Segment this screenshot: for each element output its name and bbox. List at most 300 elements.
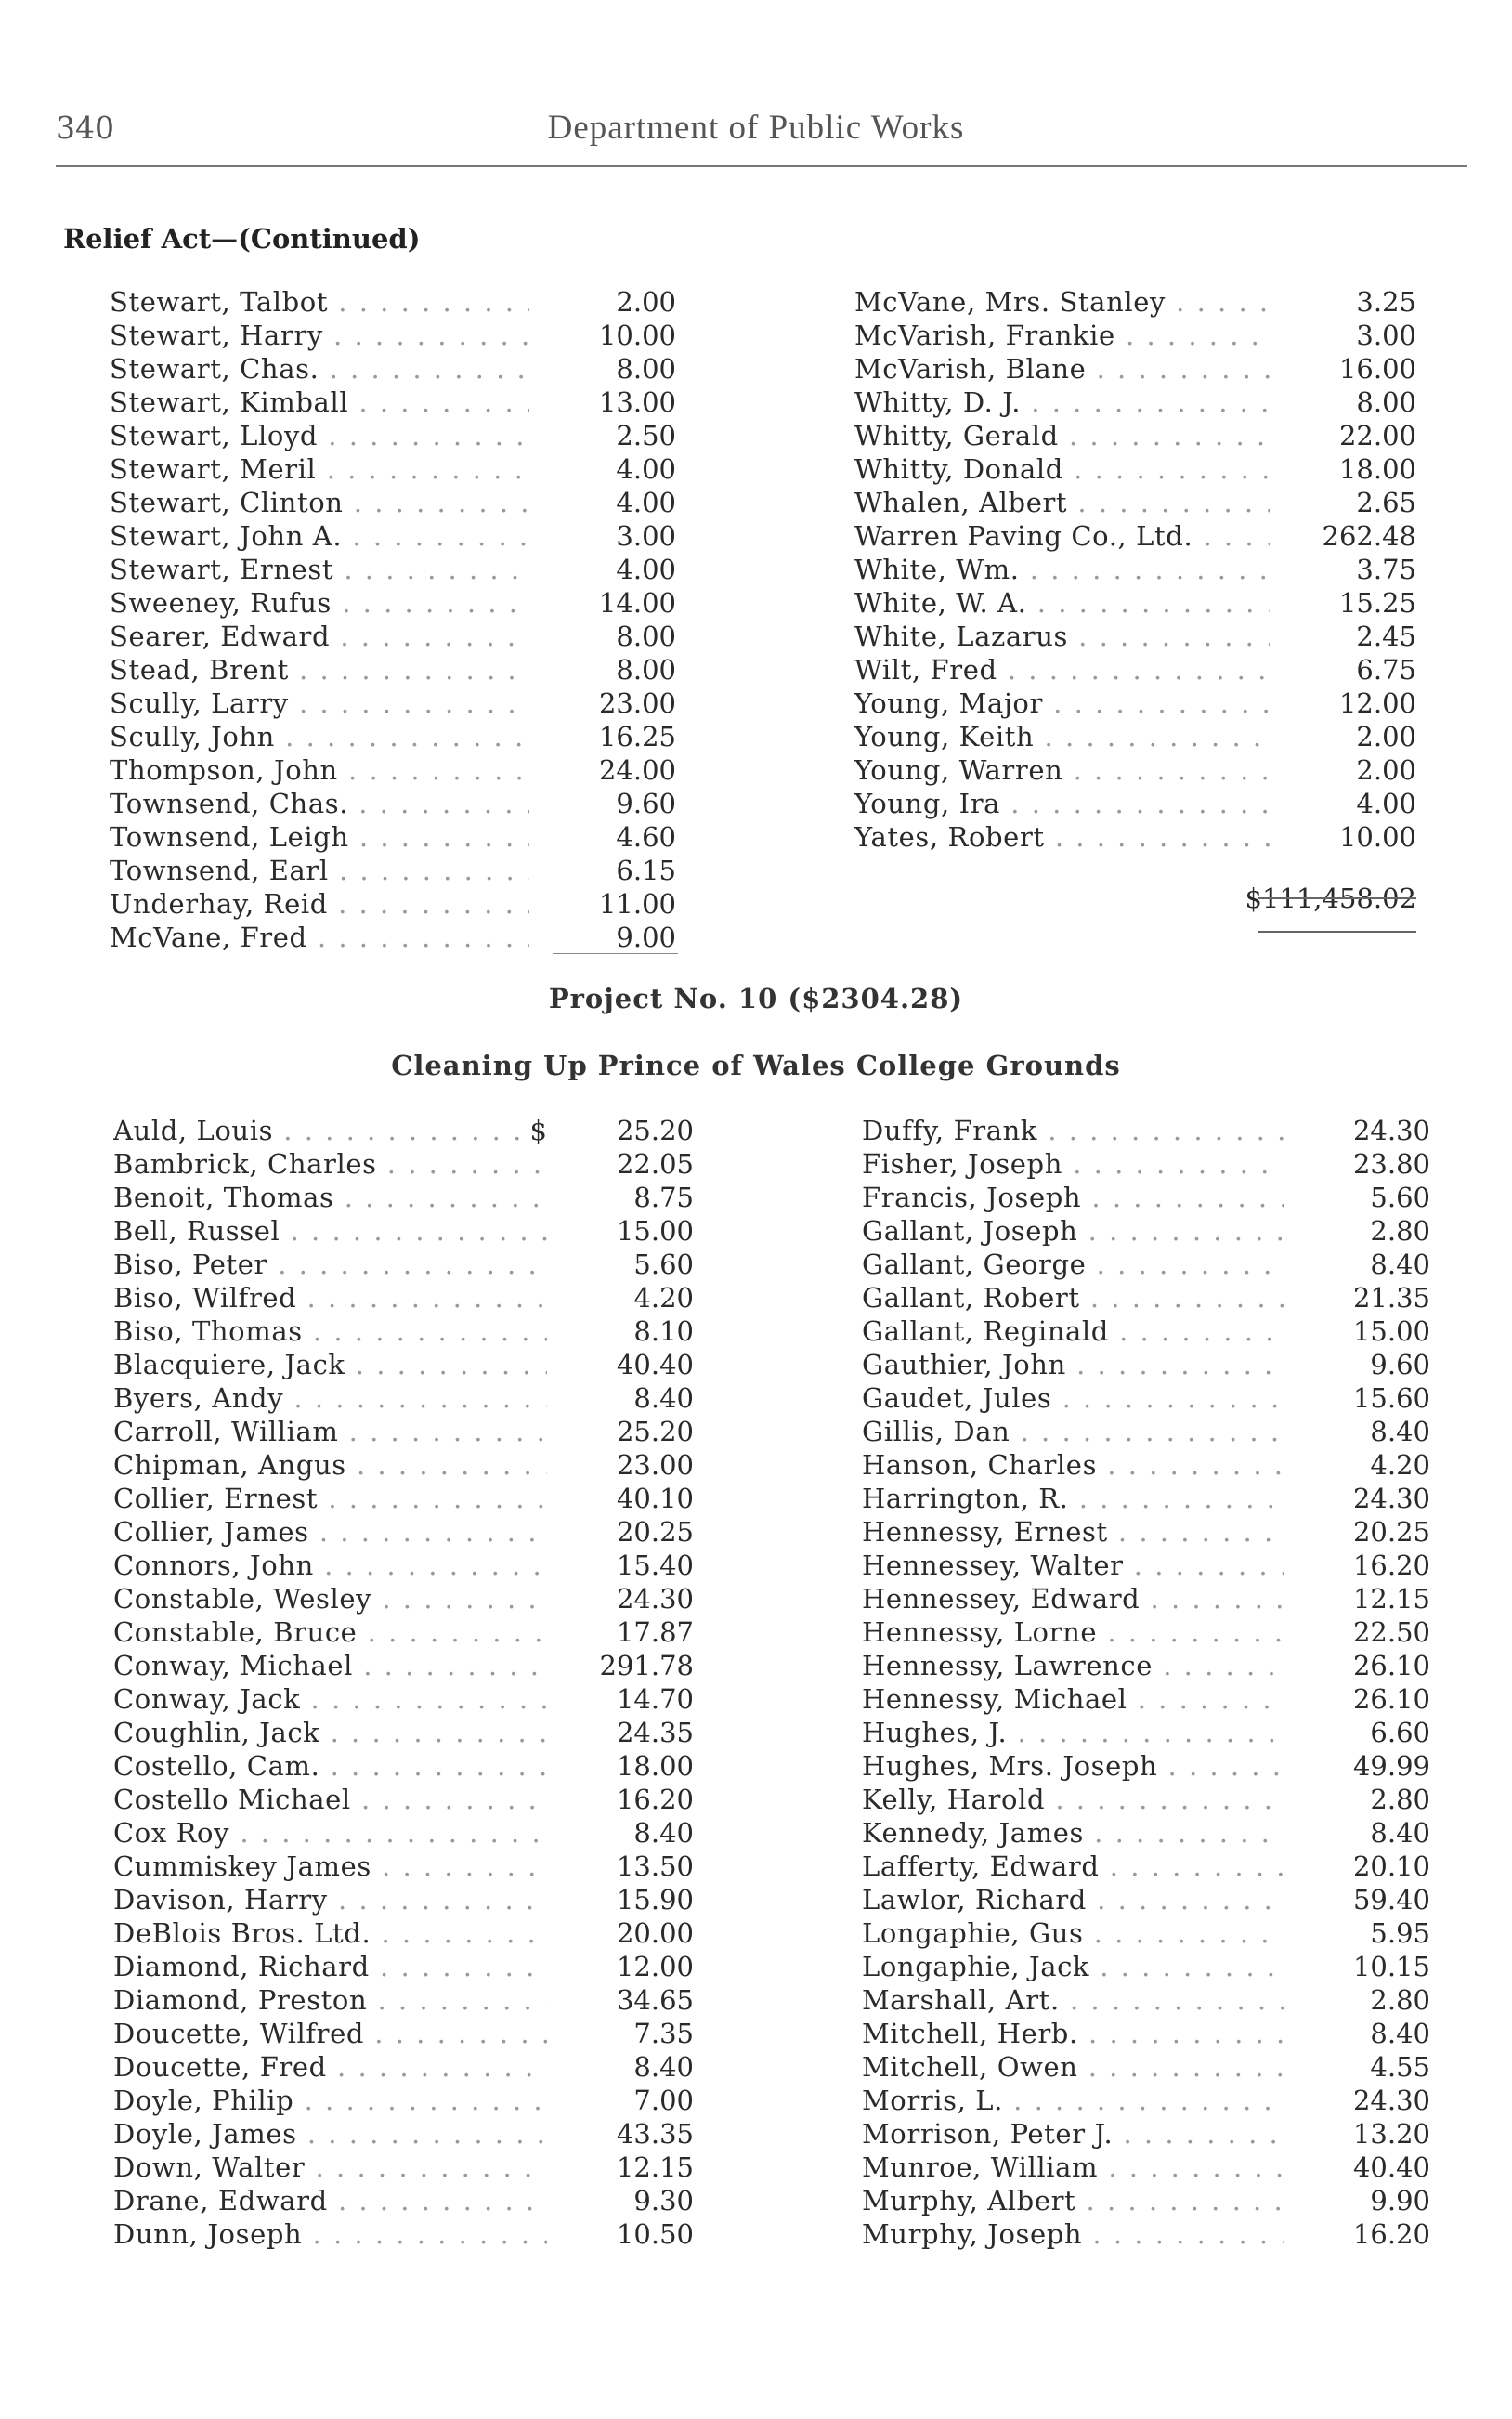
payment-amount: 16.00 — [1338, 353, 1416, 385]
payee-name: Chipman, Angus . . . — [113, 1449, 547, 1481]
payee-name: Young, Warren . . . — [854, 754, 1270, 786]
list-item — [113, 1249, 694, 1282]
payment-amount: 4.00 — [616, 453, 676, 485]
payment-amount: 7.35 — [633, 2018, 694, 2049]
payee-name: Kennedy, James . . . — [862, 1817, 1284, 1849]
payee-name: McVane, Fred . . . — [110, 922, 529, 953]
list-item — [110, 353, 676, 386]
payment-amount: 20.10 — [1352, 1850, 1430, 1882]
total-row — [854, 883, 1416, 916]
list-item — [110, 821, 676, 855]
list-item — [110, 788, 676, 821]
project-right-column — [862, 1115, 1430, 2252]
payment-amount: 10.00 — [1338, 821, 1416, 853]
list-item — [113, 1984, 694, 2018]
payee-name: Benoit, Thomas . . . — [113, 1182, 547, 1213]
payee-name: Whitty, Donald . . . — [854, 453, 1270, 485]
payee-name: Collier, James . . . — [113, 1516, 547, 1548]
list-item — [862, 2018, 1430, 2051]
payee-name: Stewart, Chas. . . . — [110, 353, 529, 385]
payee-name: Hennessy, Michael . . . — [862, 1683, 1284, 1715]
list-item — [113, 1148, 694, 1182]
payee-name: Cummiskey James . . . — [113, 1850, 547, 1882]
list-item — [113, 1282, 694, 1315]
payment-amount: 23.00 — [616, 1449, 694, 1481]
payment-amount: 3.25 — [1356, 286, 1416, 318]
payment-amount: 24.35 — [616, 1717, 694, 1748]
payment-amount: 17.87 — [616, 1616, 694, 1648]
payment-amount: 9.90 — [1370, 2185, 1430, 2216]
list-item — [854, 487, 1416, 520]
left-column-end-rule — [553, 953, 678, 954]
payment-amount: 8.00 — [616, 621, 676, 652]
list-item — [854, 386, 1416, 420]
list-item — [113, 2118, 694, 2151]
list-item — [862, 1850, 1430, 1884]
payment-amount: 10.00 — [598, 320, 676, 351]
payment-amount: 40.40 — [616, 1349, 694, 1380]
list-item — [113, 1516, 694, 1549]
payment-amount: 15.40 — [616, 1549, 694, 1581]
payment-amount: 6.60 — [1370, 1717, 1430, 1748]
list-item — [862, 1483, 1430, 1516]
payee-name: McVarish, Frankie . . . — [854, 320, 1270, 351]
payee-name: Townsend, Chas. . . . — [110, 788, 529, 819]
list-item — [110, 654, 676, 687]
list-item — [854, 621, 1416, 654]
list-item — [862, 1951, 1430, 1984]
payment-amount: 3.00 — [1356, 320, 1416, 351]
list-item — [862, 1817, 1430, 1850]
payee-name: Townsend, Leigh . . . — [110, 821, 529, 853]
payee-name: Hennessy, Ernest . . . — [862, 1516, 1284, 1548]
payee-name: Down, Walter . . . — [113, 2151, 547, 2183]
payment-amount: 13.20 — [1352, 2118, 1430, 2150]
list-item — [862, 1884, 1430, 1917]
payment-amount: 18.00 — [616, 1750, 694, 1782]
list-item — [110, 587, 676, 621]
payment-amount: 8.10 — [633, 1315, 694, 1347]
payment-amount: 11.00 — [598, 888, 676, 920]
list-item — [113, 1683, 694, 1717]
list-item — [113, 2185, 694, 2218]
payment-amount: 24.30 — [1352, 1115, 1430, 1146]
payee-name: Lawlor, Richard . . . — [862, 1884, 1284, 1916]
list-item — [854, 420, 1416, 453]
payment-amount: 10.50 — [616, 2218, 694, 2250]
payment-amount: 23.80 — [1352, 1148, 1430, 1180]
list-item — [854, 286, 1416, 320]
payment-amount: 12.15 — [616, 2151, 694, 2183]
payee-name: Scully, Larry . . . — [110, 687, 529, 719]
relief-right-column — [854, 286, 1416, 916]
payment-amount: 3.75 — [1356, 554, 1416, 585]
payee-name: Costello Michael . . . — [113, 1784, 547, 1815]
payee-name: Morrison, Peter J. . . . — [862, 2118, 1284, 2150]
list-item — [862, 1182, 1430, 1215]
payee-name: Stewart, Meril . . . — [110, 453, 529, 485]
payment-amount: 4.00 — [1356, 788, 1416, 819]
list-item — [113, 1583, 694, 1616]
payment-amount: 2.00 — [616, 286, 676, 318]
payment-amount: 10.15 — [1352, 1951, 1430, 1982]
payee-name: Whalen, Albert . . . — [854, 487, 1270, 518]
list-item — [862, 2185, 1430, 2218]
list-item — [854, 721, 1416, 754]
payment-amount: 59.40 — [1352, 1884, 1430, 1916]
list-item — [854, 754, 1416, 788]
payee-name: DeBlois Bros. Ltd. . . . — [113, 1917, 547, 1949]
list-item — [110, 286, 676, 320]
payee-name: Hughes, J. . . . — [862, 1717, 1284, 1748]
currency-symbol: $ — [529, 1115, 547, 1146]
payment-amount: 15.00 — [1352, 1315, 1430, 1347]
payment-amount: 12.15 — [1352, 1583, 1430, 1615]
list-item — [854, 687, 1416, 721]
payment-amount: 4.55 — [1370, 2051, 1430, 2083]
payee-name: Murphy, Joseph . . . — [862, 2218, 1284, 2250]
list-item — [862, 1549, 1430, 1583]
payee-name: Diamond, Preston . . . — [113, 1984, 547, 2016]
payee-name: Gauthier, John . . . — [862, 1349, 1284, 1380]
payment-amount: 14.70 — [616, 1683, 694, 1715]
list-item — [113, 1917, 694, 1951]
payee-name: Carroll, William . . . — [113, 1416, 547, 1447]
list-item — [862, 1315, 1430, 1349]
list-item — [113, 1784, 694, 1817]
list-item — [110, 320, 676, 353]
project-title: Project No. 10 ($2304.28) — [548, 983, 964, 1014]
list-item — [862, 2085, 1430, 2118]
payment-amount: 2.80 — [1370, 1215, 1430, 1247]
payee-name: Stewart, Lloyd . . . — [110, 420, 529, 451]
payment-amount: 12.00 — [616, 1951, 694, 1982]
payee-name: Sweeney, Rufus . . . — [110, 587, 529, 619]
payee-name: Stewart, John A. . . . — [110, 520, 529, 552]
payee-name: Whitty, D. J. . . . — [854, 386, 1270, 418]
payment-amount: 16.20 — [1352, 1549, 1430, 1581]
payment-amount: 5.60 — [633, 1249, 694, 1280]
payee-name: Munroe, William . . . — [862, 2151, 1284, 2183]
payee-name: Searer, Edward . . . — [110, 621, 529, 652]
payee-name: Byers, Andy . . . — [113, 1382, 547, 1414]
list-item — [113, 2151, 694, 2185]
payee-name: Doucette, Fred . . . — [113, 2051, 547, 2083]
list-item — [113, 2218, 694, 2252]
list-item — [854, 320, 1416, 353]
list-item — [110, 922, 676, 955]
payment-amount: 24.30 — [1352, 2085, 1430, 2116]
payment-amount: 15.25 — [1338, 587, 1416, 619]
list-item — [113, 1616, 694, 1650]
payment-amount: 16.20 — [616, 1784, 694, 1815]
payee-name: Mitchell, Herb. . . . — [862, 2018, 1284, 2049]
payee-name: Mitchell, Owen . . . — [862, 2051, 1284, 2083]
payment-amount: 2.50 — [616, 420, 676, 451]
list-item — [113, 2018, 694, 2051]
payee-name: Constable, Bruce . . . — [113, 1616, 547, 1648]
payment-amount: 8.40 — [1370, 1249, 1430, 1280]
list-item — [862, 1683, 1430, 1717]
payment-amount: 8.40 — [1370, 1416, 1430, 1447]
payment-amount: 2.65 — [1356, 487, 1416, 518]
list-item — [862, 1382, 1430, 1416]
payment-amount: 34.65 — [616, 1984, 694, 2016]
payee-name: Scully, John . . . — [110, 721, 529, 752]
list-item — [854, 587, 1416, 621]
payment-amount: 8.00 — [1356, 386, 1416, 418]
payee-name: Hennessey, Edward . . . — [862, 1583, 1284, 1615]
payment-amount: 8.40 — [1370, 1817, 1430, 1849]
payee-name: Underhay, Reid . . . — [110, 888, 529, 920]
list-item — [113, 1884, 694, 1917]
list-item — [854, 654, 1416, 687]
payee-name: Longaphie, Jack . . . — [862, 1951, 1284, 1982]
payee-name: Marshall, Art. . . . — [862, 1984, 1284, 2016]
payment-amount: 4.00 — [616, 487, 676, 518]
payee-name: Murphy, Albert . . . — [862, 2185, 1284, 2216]
payment-amount: 40.10 — [616, 1483, 694, 1514]
payee-name: Collier, Ernest . . . — [113, 1483, 547, 1514]
list-item — [113, 2051, 694, 2085]
list-item — [862, 1717, 1430, 1750]
payment-amount: 25.20 — [616, 1115, 694, 1146]
list-item — [862, 2151, 1430, 2185]
payee-name: Constable, Wesley . . . — [113, 1583, 547, 1615]
payee-name: Bambrick, Charles . . . — [113, 1148, 547, 1180]
payment-amount: 22.00 — [1338, 420, 1416, 451]
payee-name: White, Wm. . . . — [854, 554, 1270, 585]
payment-amount: 2.80 — [1370, 1984, 1430, 2016]
payment-amount: 262.48 — [1322, 520, 1416, 552]
payee-name: Conway, Michael . . . — [113, 1650, 547, 1681]
page-number: 340 — [56, 110, 114, 146]
section-title: Relief Act—(Continued) — [63, 223, 421, 255]
payee-name: Fisher, Joseph . . . — [862, 1148, 1284, 1180]
payee-name: White, W. A. . . . — [854, 587, 1270, 619]
list-item — [113, 1650, 694, 1683]
payee-name: Harrington, R. . . . — [862, 1483, 1284, 1514]
payee-name: Doucette, Wilfred . . . — [113, 2018, 547, 2049]
payment-amount: 6.15 — [616, 855, 676, 886]
list-item — [862, 2051, 1430, 2085]
list-item — [113, 1315, 694, 1349]
payment-amount: 2.45 — [1356, 621, 1416, 652]
payment-amount: 20.25 — [616, 1516, 694, 1548]
payee-name: Stewart, Clinton . . . — [110, 487, 529, 518]
payee-name: Lafferty, Edward . . . — [862, 1850, 1284, 1882]
payment-amount: 9.30 — [633, 2185, 694, 2216]
payment-amount: 20.25 — [1352, 1516, 1430, 1548]
list-item — [110, 621, 676, 654]
total-block — [854, 883, 1416, 916]
payee-name: Stead, Brent . . . — [110, 654, 529, 686]
payment-amount: 13.50 — [616, 1850, 694, 1882]
payment-amount: 5.95 — [1370, 1917, 1430, 1949]
list-item — [854, 821, 1416, 855]
payee-name: Drane, Edward . . . — [113, 2185, 547, 2216]
list-item — [110, 855, 676, 888]
list-item — [110, 554, 676, 587]
list-item — [113, 1449, 694, 1483]
payee-name: Gallant, George . . . — [862, 1249, 1284, 1280]
list-item — [113, 1549, 694, 1583]
payment-amount: 7.00 — [633, 2085, 694, 2116]
payee-name: Stewart, Kimball . . . — [110, 386, 529, 418]
payee-name: White, Lazarus . . . — [854, 621, 1270, 652]
list-item — [854, 453, 1416, 487]
payee-name: Longaphie, Gus . . . — [862, 1917, 1284, 1949]
payment-amount: 22.05 — [616, 1148, 694, 1180]
payment-amount: 13.00 — [598, 386, 676, 418]
payment-amount: 4.20 — [633, 1282, 694, 1314]
list-item — [110, 888, 676, 922]
payment-amount: 24.00 — [598, 754, 676, 786]
list-item — [113, 1349, 694, 1382]
payment-amount: 4.20 — [1370, 1449, 1430, 1481]
list-item — [862, 2218, 1430, 2252]
list-item — [113, 1115, 694, 1148]
payee-name: Auld, Louis . . . — [113, 1115, 527, 1146]
payee-name: Gallant, Joseph . . . — [862, 1215, 1284, 1247]
payee-name: Yates, Robert . . . — [854, 821, 1270, 853]
payment-amount: 23.00 — [598, 687, 676, 719]
payment-amount: 16.20 — [1352, 2218, 1430, 2250]
payment-amount: 15.90 — [616, 1884, 694, 1916]
relief-left-column — [110, 286, 676, 955]
relief-total-amount: $111,458.02 — [1245, 883, 1416, 914]
payment-amount: 4.60 — [616, 821, 676, 853]
payee-name: Coughlin, Jack . . . — [113, 1717, 547, 1748]
list-item — [113, 1182, 694, 1215]
list-item — [862, 1650, 1430, 1683]
list-item — [862, 1516, 1430, 1549]
payee-name: Biso, Thomas . . . — [113, 1315, 547, 1347]
list-item — [862, 1416, 1430, 1449]
payment-amount: 2.80 — [1370, 1784, 1430, 1815]
payee-name: Kelly, Harold . . . — [862, 1784, 1284, 1815]
payment-amount: 2.00 — [1356, 721, 1416, 752]
payment-amount: 24.30 — [1352, 1483, 1430, 1514]
payee-name: Francis, Joseph . . . — [862, 1182, 1284, 1213]
payee-name: Whitty, Gerald . . . — [854, 420, 1270, 451]
payee-name: Hennessy, Lawrence . . . — [862, 1650, 1284, 1681]
payee-name: Hughes, Mrs. Joseph . . . — [862, 1750, 1284, 1782]
payment-amount: 3.00 — [616, 520, 676, 552]
payee-name: Morris, L. . . . — [862, 2085, 1284, 2116]
payee-name: Gallant, Reginald . . . — [862, 1315, 1284, 1347]
list-item — [110, 754, 676, 788]
payee-name: Warren Paving Co., Ltd. . . . — [854, 520, 1270, 552]
payment-amount: 18.00 — [1338, 453, 1416, 485]
list-item — [862, 1750, 1430, 1784]
payee-name: Young, Keith . . . — [854, 721, 1270, 752]
list-item — [113, 2085, 694, 2118]
payee-name: Young, Major . . . — [854, 687, 1270, 719]
payment-amount: 22.50 — [1352, 1616, 1430, 1648]
payee-name: Dunn, Joseph . . . — [113, 2218, 547, 2250]
payment-amount: 12.00 — [1338, 687, 1416, 719]
total-rule-bottom — [1258, 931, 1416, 933]
list-item — [113, 1215, 694, 1249]
payment-amount: 14.00 — [598, 587, 676, 619]
list-item — [854, 353, 1416, 386]
header-rule — [56, 165, 1467, 167]
payment-amount: 25.20 — [616, 1416, 694, 1447]
payee-name: Gallant, Robert . . . — [862, 1282, 1284, 1314]
list-item — [113, 1717, 694, 1750]
list-item — [110, 520, 676, 554]
payment-amount: 26.10 — [1352, 1650, 1430, 1681]
payee-name: Connors, John . . . — [113, 1549, 547, 1581]
payment-amount: 4.00 — [616, 554, 676, 585]
payee-name: Blacquiere, Jack . . . — [113, 1349, 547, 1380]
payee-name: Stewart, Harry . . . — [110, 320, 529, 351]
list-item — [113, 1416, 694, 1449]
payee-name: McVane, Mrs. Stanley . . . — [854, 286, 1270, 318]
list-item — [862, 1282, 1430, 1315]
payment-amount: 5.60 — [1370, 1182, 1430, 1213]
payment-amount: 6.75 — [1356, 654, 1416, 686]
payment-amount: 291.78 — [599, 1650, 694, 1681]
payee-name: Biso, Wilfred . . . — [113, 1282, 547, 1314]
list-item — [862, 1583, 1430, 1616]
payee-name: Duffy, Frank . . . — [862, 1115, 1284, 1146]
list-item — [862, 1616, 1430, 1650]
list-item — [113, 1850, 694, 1884]
payee-name: Cox Roy . . . — [113, 1817, 547, 1849]
payee-name: Costello, Cam. . . . — [113, 1750, 547, 1782]
payment-amount: 43.35 — [616, 2118, 694, 2150]
payee-name: Wilt, Fred . . . — [854, 654, 1270, 686]
payment-amount: 20.00 — [616, 1917, 694, 1949]
payee-name: Gillis, Dan . . . — [862, 1416, 1284, 1447]
payment-amount: 8.40 — [633, 2051, 694, 2083]
list-item — [110, 687, 676, 721]
payment-amount: 26.10 — [1352, 1683, 1430, 1715]
payment-amount: 2.00 — [1356, 754, 1416, 786]
payment-amount: 40.40 — [1352, 2151, 1430, 2183]
list-item — [110, 386, 676, 420]
project-left-column — [113, 1115, 694, 2252]
payee-name: Hennessey, Walter . . . — [862, 1549, 1284, 1581]
payee-name: Thompson, John . . . — [110, 754, 529, 786]
payment-amount: 8.75 — [633, 1182, 694, 1213]
list-item — [862, 1215, 1430, 1249]
list-item — [862, 1784, 1430, 1817]
payee-name: Biso, Peter . . . — [113, 1249, 547, 1280]
payment-amount: 8.00 — [616, 353, 676, 385]
payee-name: Doyle, Philip . . . — [113, 2085, 547, 2116]
payee-name: Conway, Jack . . . — [113, 1683, 547, 1715]
payee-name: Hennessy, Lorne . . . — [862, 1616, 1284, 1648]
payee-name: Hanson, Charles . . . — [862, 1449, 1284, 1481]
page-header-title: Department of Public Works — [547, 109, 965, 147]
payment-amount: 24.30 — [616, 1583, 694, 1615]
list-item — [862, 1349, 1430, 1382]
payment-amount: 21.35 — [1352, 1282, 1430, 1314]
payment-amount: 15.60 — [1352, 1382, 1430, 1414]
list-item — [110, 420, 676, 453]
list-item — [862, 1917, 1430, 1951]
list-item — [862, 1115, 1430, 1148]
list-item — [113, 1382, 694, 1416]
list-item — [862, 1249, 1430, 1282]
list-item — [113, 1750, 694, 1784]
payee-name: Stewart, Ernest . . . — [110, 554, 529, 585]
subsection-title: Cleaning Up Prince of Wales College Grounds — [391, 1050, 1121, 1081]
payee-name: Townsend, Earl . . . — [110, 855, 529, 886]
